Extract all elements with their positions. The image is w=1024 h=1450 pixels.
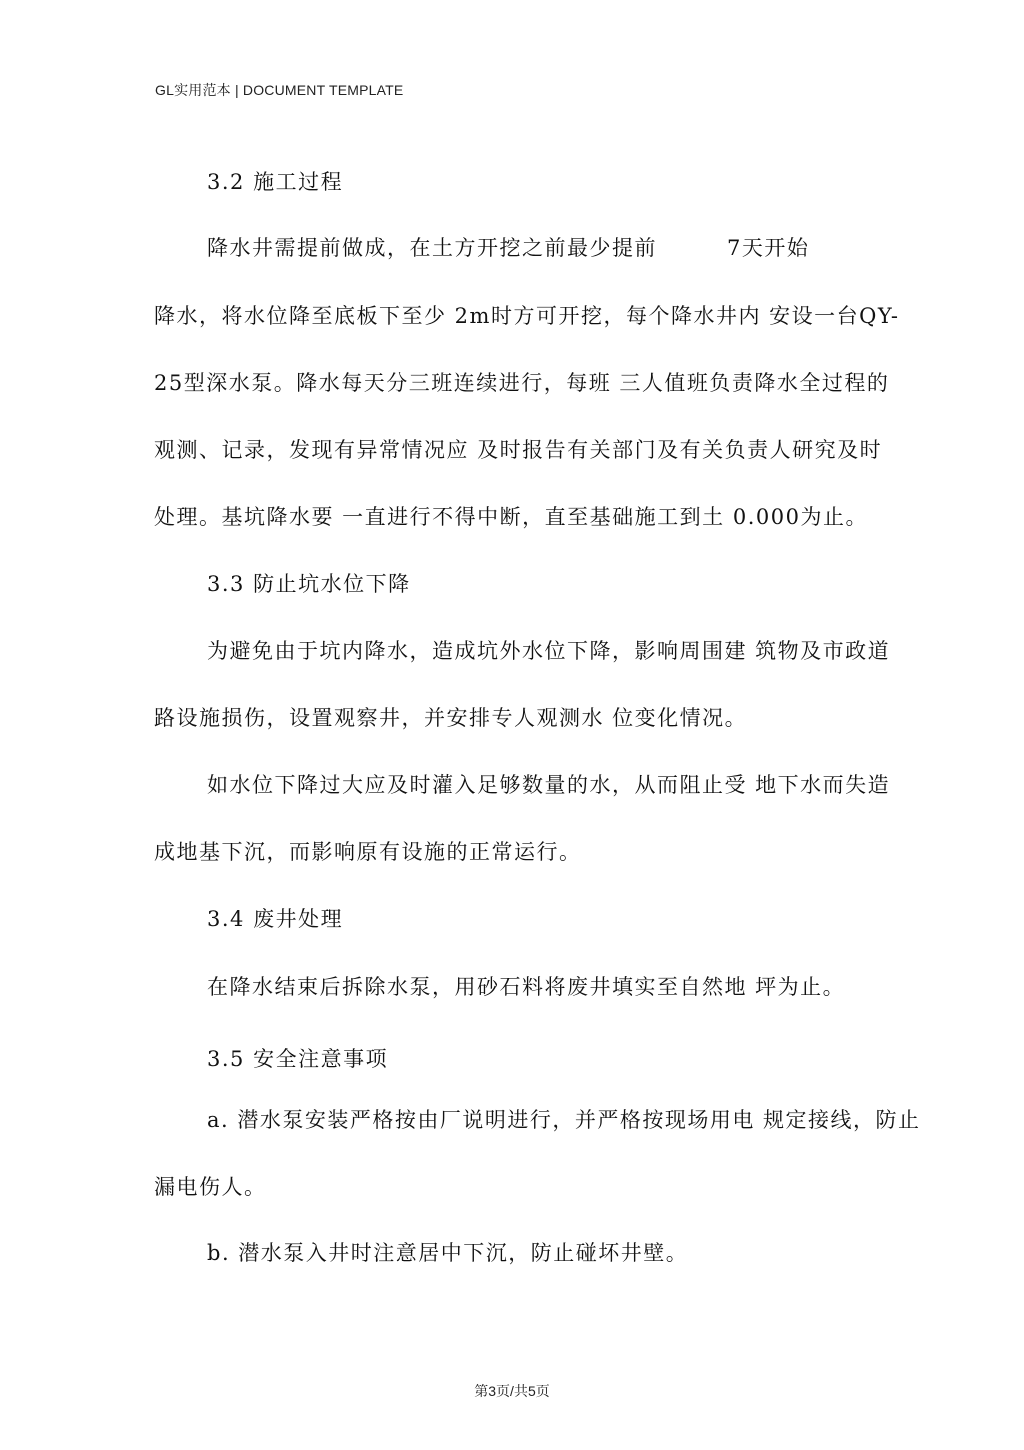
paragraph-line: 25型深水泵。降水每天分三班连续进行，每班 三人值班负责降水全过程的 bbox=[154, 371, 890, 395]
paragraph-line: 在降水结束后拆除水泵，用砂石料将废井填实至自然地 坪为止。 bbox=[207, 975, 846, 999]
text-span: 7天开始 bbox=[727, 236, 810, 260]
paragraph-line bbox=[207, 233, 809, 263]
paragraph-line: 如水位下降过大应及时灌入足够数量的水，从而阻止受 地下水而失造 bbox=[207, 773, 891, 797]
page-number: 第3页/共5页 bbox=[474, 1383, 550, 1399]
paragraph-line: 漏电伤人。 bbox=[154, 1175, 267, 1199]
text-span: 降水井需提前做成，在土方开挖之前最少提前 bbox=[207, 236, 657, 260]
paragraph-line: 观测、记录，发现有异常情况应 及时报告有关部门及有关负责人研究及时 bbox=[154, 438, 883, 462]
paragraph-line: 处理。基坑降水要 一直进行不得中断，直至基础施工到土 0.000为止。 bbox=[154, 505, 868, 529]
paragraph-line: 为避免由于坑内降水，造成坑外水位下降，影响周围建 筑物及市政道 bbox=[207, 639, 891, 663]
section-3-5-heading: 3.5 安全注意事项 bbox=[207, 1047, 389, 1071]
section-3-4-heading: 3.4 废井处理 bbox=[207, 907, 344, 931]
list-item-b: b. 潜水泵入井时注意居中下沉，防止碰坏井壁。 bbox=[207, 1241, 689, 1265]
paragraph-line: 降水，将水位降至底板下至少 2m时方可开挖，每个降水井内 安设一台QY- bbox=[154, 304, 900, 328]
section-3-3-heading: 3.3 防止坑水位下降 bbox=[207, 572, 411, 596]
section-3-2-heading: 3.2 施工过程 bbox=[207, 170, 344, 194]
paragraph-line: 成地基下沉，而影响原有设施的正常运行。 bbox=[154, 840, 582, 864]
document-header: GL实用范本 | DOCUMENT TEMPLATE bbox=[155, 82, 404, 98]
paragraph-line: 路设施损伤，设置观察井，并安排专人观测水 位变化情况。 bbox=[154, 706, 748, 730]
list-item-a: a. 潜水泵安装严格按由厂说明进行，并严格按现场用电 规定接线，防止 bbox=[207, 1108, 921, 1132]
